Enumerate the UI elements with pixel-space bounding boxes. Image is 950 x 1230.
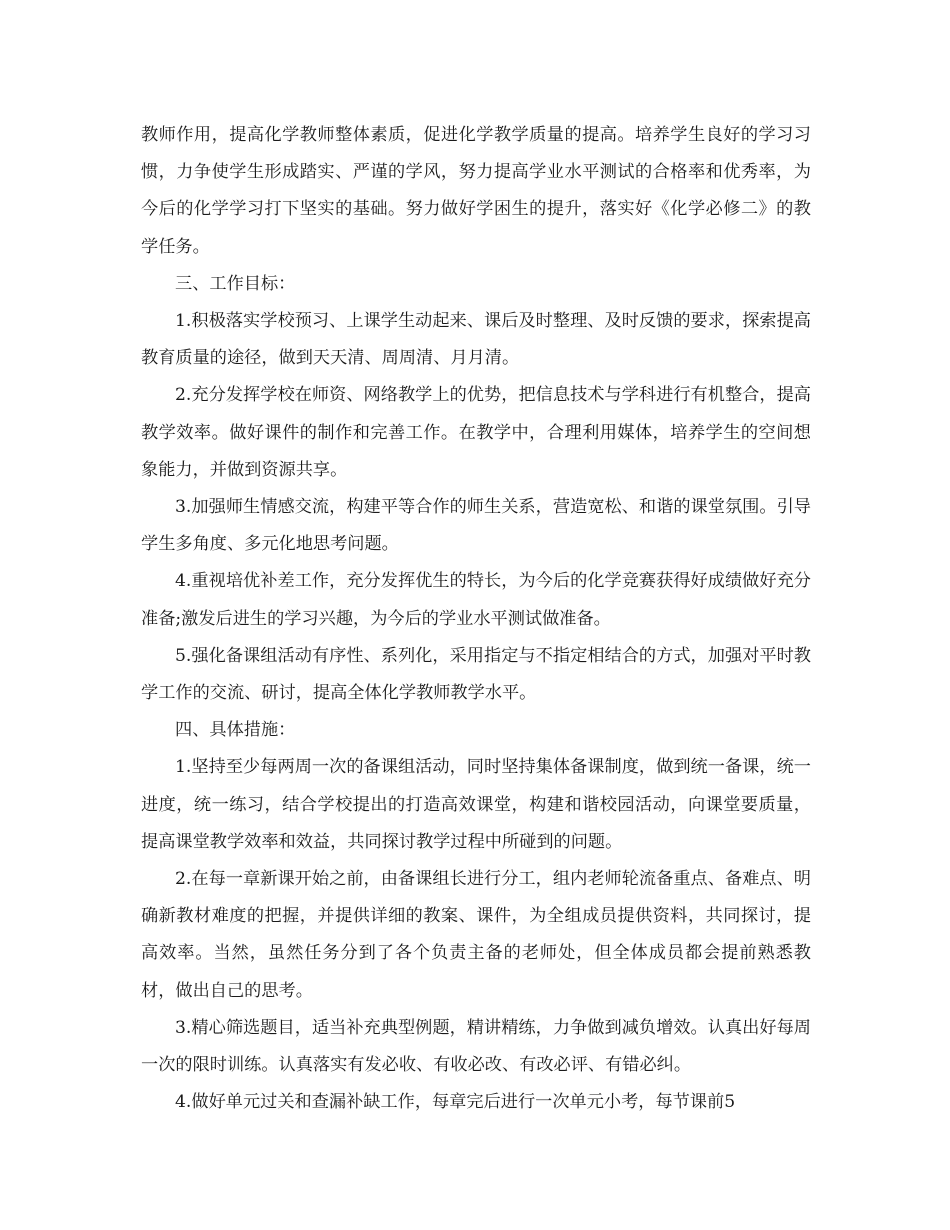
measure-item-2: 2.在每一章新课开始之前，由备课组长进行分工，组内老师轮流备重点、备难点、明确新教材难度的把握，并提供详细的教案、课件，为全组成员提供资料，共同探讨，提高效率。当然，虽然任务分到了各个负责主备的老师处，但全体成员都会提前熟悉教材，做出自己的思考。 xyxy=(141,869,811,1001)
goal-item-5: 5.强化备课组活动有序性、系列化，采用指定与不指定相结合的方式，加强对平时教学工作的交流、研讨，提高全体化学教师教学水平。 xyxy=(141,645,811,704)
paragraph-intro-continued: 教师作用，提高化学教师整体素质，促进化学教学质量的提高。培养学生良好的学习习惯，力争使学生形成踏实、严谨的学风，努力提高学业水平测试的合格率和优秀率，为今后的化学学习打下坚实的基础。努力做好学困生的提升，落实好《化学必修二》的教学任务。 xyxy=(141,125,811,257)
measure-item-1: 1.坚持至少每两周一次的备课组活动，同时坚持集体备课制度，做到统一备课，统一进度，统一练习，结合学校提出的打造高效课堂，构建和谐校园活动，向课堂要质量，提高课堂教学效率和效益，共同探讨教学过程中所碰到的问题。 xyxy=(141,757,811,852)
measure-item-3: 3.精心筛选题目，适当补充典型例题，精讲精练，力争做到减负增效。认真出好每周一次的限时训练。认真落实有发必收、有收必改、有改必评、有错必纠。 xyxy=(141,1017,811,1076)
goal-item-2: 2.充分发挥学校在师资、网络教学上的优势，把信息技术与学科进行有机整合，提高教学效率。做好课件的制作和完善工作。在教学中，合理利用媒体，培养学生的空间想象能力，并做到资源共享。 xyxy=(141,385,811,480)
measure-item-4: 4.做好单元过关和查漏补缺工作，每章完后进行一次单元小考，每节课前5 xyxy=(175,1092,736,1113)
heading-work-goals: 三、工作目标： xyxy=(175,273,296,294)
heading-specific-measures: 四、具体措施： xyxy=(175,720,296,741)
goal-item-1: 1.积极落实学校预习、上课学生动起来、课后及时整理、及时反馈的要求，探索提高教育质量的途径，做到天天清、周周清、月月清。 xyxy=(141,311,811,369)
document-body xyxy=(141,117,811,1121)
goal-item-4: 4.重视培优补差工作，充分发挥优生的特长，为今后的化学竞赛获得好成绩做好充分准备;激发后进生的学习兴趣，为今后的学业水平测试做准备。 xyxy=(141,571,811,629)
goal-item-3: 3.加强师生情感交流，构建平等合作的师生关系，营造宽松、和谐的课堂氛围。引导学生多角度、多元化地思考问题。 xyxy=(141,497,811,555)
